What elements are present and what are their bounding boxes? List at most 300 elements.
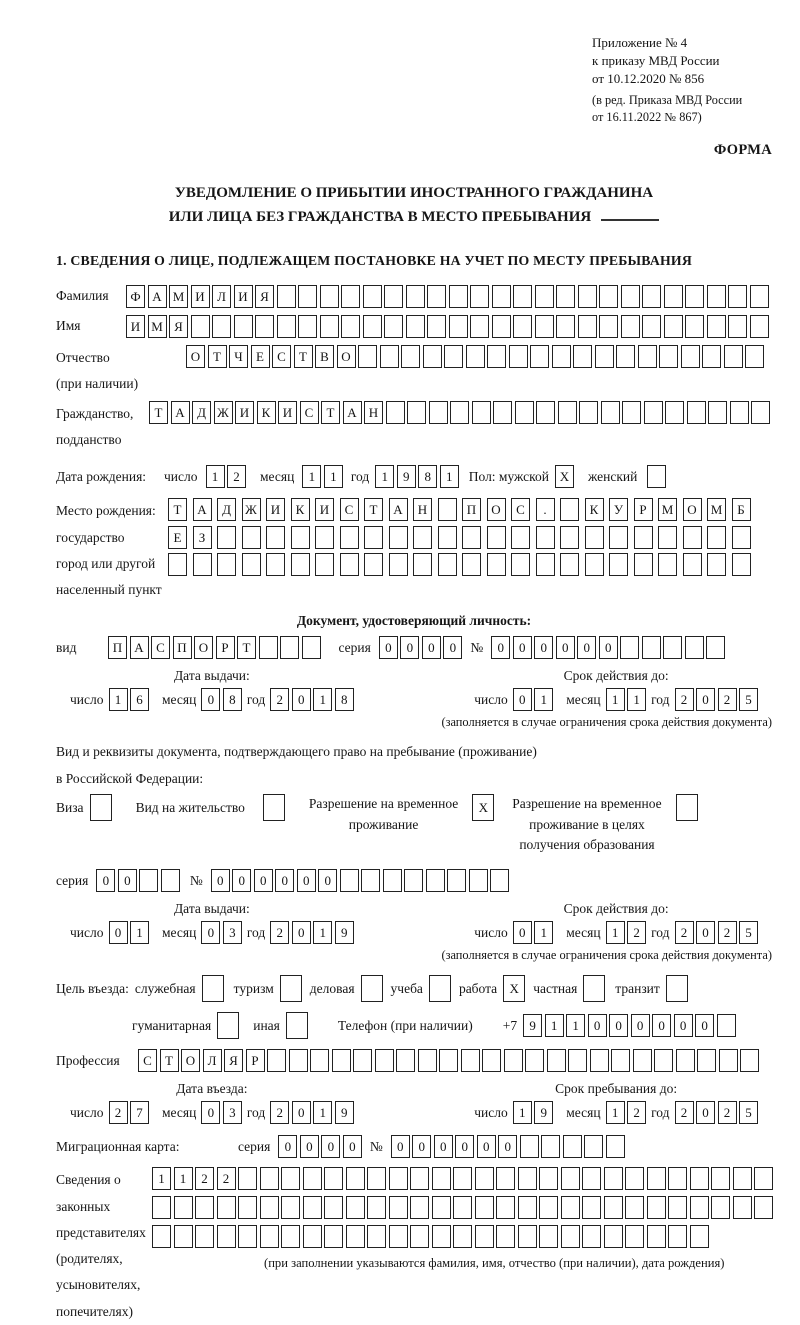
char-cell[interactable] <box>242 526 261 549</box>
char-cell[interactable] <box>732 553 751 576</box>
temp-residence-edu-checkbox[interactable] <box>676 794 698 821</box>
char-cell[interactable]: 1 <box>109 688 128 711</box>
char-cell[interactable] <box>668 1196 687 1219</box>
checkbox-box[interactable] <box>202 975 224 1002</box>
char-cell[interactable]: 1 <box>313 921 332 944</box>
char-cell[interactable] <box>665 401 684 424</box>
char-cell[interactable]: Т <box>160 1049 179 1072</box>
char-cell[interactable] <box>389 526 408 549</box>
char-cell[interactable] <box>324 1196 343 1219</box>
char-cell[interactable] <box>217 1225 236 1248</box>
char-cell[interactable]: 0 <box>577 636 596 659</box>
char-cell[interactable] <box>406 315 425 338</box>
char-cell[interactable] <box>364 526 383 549</box>
sex-male-checkbox[interactable] <box>555 465 574 488</box>
char-cell[interactable] <box>492 315 511 338</box>
char-cell[interactable] <box>625 1196 644 1219</box>
char-cell[interactable] <box>717 1014 736 1037</box>
char-cell[interactable] <box>633 1049 652 1072</box>
char-cell[interactable]: 0 <box>292 921 311 944</box>
char-cell[interactable] <box>751 401 770 424</box>
char-cell[interactable]: О <box>194 636 213 659</box>
char-cell[interactable] <box>174 1196 193 1219</box>
char-cell[interactable]: 1 <box>627 688 646 711</box>
char-cell[interactable] <box>707 526 726 549</box>
char-cell[interactable]: Т <box>168 498 187 521</box>
char-cell[interactable] <box>668 1225 687 1248</box>
birth-place-input-row2[interactable] <box>168 526 751 549</box>
char-cell[interactable] <box>413 526 432 549</box>
char-cell[interactable]: Т <box>149 401 168 424</box>
char-cell[interactable]: 1 <box>513 1101 532 1124</box>
char-cell[interactable]: 0 <box>513 688 532 711</box>
char-cell[interactable] <box>447 869 466 892</box>
char-cell[interactable] <box>681 345 700 368</box>
birth-place-input-row3[interactable] <box>168 553 751 576</box>
char-cell[interactable] <box>168 553 187 576</box>
char-cell[interactable] <box>426 869 445 892</box>
residence-number-input[interactable] <box>211 869 510 892</box>
char-cell[interactable] <box>341 315 360 338</box>
char-cell[interactable]: 0 <box>300 1135 319 1158</box>
char-cell[interactable] <box>560 526 579 549</box>
char-cell[interactable] <box>585 553 604 576</box>
char-cell[interactable] <box>410 1196 429 1219</box>
char-cell[interactable] <box>585 526 604 549</box>
char-cell[interactable] <box>259 636 278 659</box>
char-cell[interactable]: 0 <box>297 869 316 892</box>
char-cell[interactable]: 0 <box>201 1101 220 1124</box>
char-cell[interactable] <box>578 315 597 338</box>
checkbox-box[interactable]: X <box>503 975 525 1002</box>
char-cell[interactable] <box>401 345 420 368</box>
char-cell[interactable]: 0 <box>556 636 575 659</box>
char-cell[interactable] <box>324 1225 343 1248</box>
char-cell[interactable]: 9 <box>335 921 354 944</box>
char-cell[interactable] <box>530 345 549 368</box>
char-cell[interactable]: С <box>300 401 319 424</box>
char-cell[interactable]: 0 <box>412 1135 431 1158</box>
char-cell[interactable] <box>513 285 532 308</box>
char-cell[interactable]: 0 <box>455 1135 474 1158</box>
representatives-input-row1[interactable] <box>152 1167 773 1190</box>
char-cell[interactable]: 2 <box>675 688 694 711</box>
purpose-study-checkbox[interactable] <box>429 975 451 1002</box>
char-cell[interactable] <box>621 285 640 308</box>
char-cell[interactable] <box>386 401 405 424</box>
char-cell[interactable] <box>413 553 432 576</box>
char-cell[interactable]: А <box>193 498 212 521</box>
char-cell[interactable] <box>561 1167 580 1190</box>
checkbox-box[interactable] <box>286 1012 308 1039</box>
doc-issue-month-input[interactable] <box>201 688 242 711</box>
char-cell[interactable] <box>174 1225 193 1248</box>
char-cell[interactable] <box>728 285 747 308</box>
char-cell[interactable] <box>601 401 620 424</box>
char-cell[interactable] <box>647 1196 666 1219</box>
sex-female-checkbox[interactable] <box>647 465 666 488</box>
char-cell[interactable]: У <box>609 498 628 521</box>
char-cell[interactable] <box>427 285 446 308</box>
char-cell[interactable] <box>291 553 310 576</box>
char-cell[interactable] <box>745 345 764 368</box>
birth-year-input[interactable] <box>375 465 459 488</box>
char-cell[interactable]: М <box>169 285 188 308</box>
char-cell[interactable]: 1 <box>206 465 225 488</box>
char-cell[interactable]: 0 <box>498 1135 517 1158</box>
char-cell[interactable] <box>340 526 359 549</box>
char-cell[interactable]: 0 <box>443 636 462 659</box>
doc-kind-input[interactable] <box>108 636 321 659</box>
char-cell[interactable] <box>291 526 310 549</box>
char-cell[interactable] <box>470 315 489 338</box>
char-cell[interactable] <box>152 1196 171 1219</box>
char-cell[interactable] <box>238 1196 257 1219</box>
char-cell[interactable] <box>599 315 618 338</box>
char-cell[interactable] <box>324 1167 343 1190</box>
char-cell[interactable] <box>568 1049 587 1072</box>
char-cell[interactable]: 7 <box>130 1101 149 1124</box>
checkbox-box[interactable] <box>361 975 383 1002</box>
char-cell[interactable]: И <box>278 401 297 424</box>
char-cell[interactable]: 0 <box>211 869 230 892</box>
char-cell[interactable]: М <box>707 498 726 521</box>
char-cell[interactable]: 3 <box>223 1101 242 1124</box>
char-cell[interactable] <box>561 1196 580 1219</box>
char-cell[interactable] <box>638 345 657 368</box>
char-cell[interactable]: З <box>193 526 212 549</box>
char-cell[interactable]: П <box>462 498 481 521</box>
char-cell[interactable]: И <box>315 498 334 521</box>
char-cell[interactable]: 2 <box>270 688 289 711</box>
char-cell[interactable]: 0 <box>696 1101 715 1124</box>
char-cell[interactable] <box>599 285 618 308</box>
char-cell[interactable]: 1 <box>375 465 394 488</box>
char-cell[interactable]: 2 <box>627 921 646 944</box>
char-cell[interactable] <box>556 315 575 338</box>
char-cell[interactable] <box>625 1225 644 1248</box>
char-cell[interactable] <box>711 1167 730 1190</box>
char-cell[interactable] <box>659 345 678 368</box>
char-cell[interactable] <box>449 285 468 308</box>
char-cell[interactable] <box>238 1225 257 1248</box>
char-cell[interactable] <box>438 498 457 521</box>
char-cell[interactable]: 0 <box>292 1101 311 1124</box>
char-cell[interactable]: О <box>186 345 205 368</box>
char-cell[interactable] <box>161 869 180 892</box>
entry-month-input[interactable] <box>201 1101 242 1124</box>
checkbox-box[interactable]: X <box>472 794 494 821</box>
char-cell[interactable]: Н <box>413 498 432 521</box>
char-cell[interactable]: С <box>340 498 359 521</box>
char-cell[interactable] <box>625 1167 644 1190</box>
char-cell[interactable]: С <box>151 636 170 659</box>
char-cell[interactable] <box>277 285 296 308</box>
char-cell[interactable]: . <box>536 498 555 521</box>
char-cell[interactable] <box>513 315 532 338</box>
char-cell[interactable]: П <box>173 636 192 659</box>
char-cell[interactable] <box>535 285 554 308</box>
char-cell[interactable] <box>462 553 481 576</box>
char-cell[interactable] <box>556 285 575 308</box>
char-cell[interactable] <box>302 636 321 659</box>
char-cell[interactable]: 2 <box>627 1101 646 1124</box>
char-cell[interactable]: 1 <box>313 1101 332 1124</box>
char-cell[interactable] <box>438 553 457 576</box>
char-cell[interactable]: 1 <box>324 465 343 488</box>
char-cell[interactable] <box>690 1196 709 1219</box>
char-cell[interactable]: 2 <box>217 1167 236 1190</box>
doc-issue-year-input[interactable] <box>270 688 354 711</box>
char-cell[interactable] <box>367 1167 386 1190</box>
char-cell[interactable] <box>685 636 704 659</box>
char-cell[interactable] <box>609 526 628 549</box>
char-cell[interactable] <box>647 465 666 488</box>
char-cell[interactable]: 2 <box>227 465 246 488</box>
residence-permit-checkbox[interactable] <box>263 794 285 821</box>
char-cell[interactable] <box>621 315 640 338</box>
char-cell[interactable]: 1 <box>534 921 553 944</box>
char-cell[interactable]: 0 <box>278 1135 297 1158</box>
char-cell[interactable] <box>740 1049 759 1072</box>
char-cell[interactable] <box>432 1196 451 1219</box>
char-cell[interactable] <box>242 553 261 576</box>
char-cell[interactable]: 9 <box>523 1014 542 1037</box>
char-cell[interactable]: Ж <box>242 498 261 521</box>
char-cell[interactable] <box>453 1196 472 1219</box>
purpose-transit-checkbox[interactable] <box>666 975 688 1002</box>
char-cell[interactable]: А <box>389 498 408 521</box>
char-cell[interactable] <box>462 526 481 549</box>
char-cell[interactable] <box>217 553 236 576</box>
char-cell[interactable]: Я <box>224 1049 243 1072</box>
char-cell[interactable] <box>560 498 579 521</box>
checkbox-box[interactable] <box>90 794 112 821</box>
char-cell[interactable]: Н <box>364 401 383 424</box>
char-cell[interactable] <box>303 1196 322 1219</box>
char-cell[interactable] <box>139 869 158 892</box>
doc-valid-month-input[interactable] <box>606 688 647 711</box>
char-cell[interactable]: Л <box>203 1049 222 1072</box>
char-cell[interactable] <box>363 315 382 338</box>
char-cell[interactable] <box>733 1167 752 1190</box>
migration-series-input[interactable] <box>278 1135 362 1158</box>
char-cell[interactable] <box>504 1049 523 1072</box>
char-cell[interactable] <box>604 1167 623 1190</box>
char-cell[interactable] <box>418 1049 437 1072</box>
char-cell[interactable]: И <box>266 498 285 521</box>
char-cell[interactable]: П <box>108 636 127 659</box>
char-cell[interactable] <box>346 1167 365 1190</box>
char-cell[interactable]: 0 <box>588 1014 607 1037</box>
char-cell[interactable]: Я <box>255 285 274 308</box>
char-cell[interactable]: 2 <box>270 921 289 944</box>
char-cell[interactable] <box>383 869 402 892</box>
char-cell[interactable] <box>697 1049 716 1072</box>
char-cell[interactable]: 0 <box>609 1014 628 1037</box>
char-cell[interactable] <box>663 636 682 659</box>
char-cell[interactable] <box>255 315 274 338</box>
char-cell[interactable]: Т <box>321 401 340 424</box>
char-cell[interactable] <box>664 285 683 308</box>
char-cell[interactable]: Л <box>212 285 231 308</box>
char-cell[interactable] <box>423 345 442 368</box>
char-cell[interactable]: 0 <box>201 688 220 711</box>
char-cell[interactable] <box>260 1167 279 1190</box>
char-cell[interactable] <box>266 526 285 549</box>
char-cell[interactable] <box>389 553 408 576</box>
char-cell[interactable] <box>470 285 489 308</box>
char-cell[interactable] <box>466 345 485 368</box>
char-cell[interactable] <box>518 1196 537 1219</box>
char-cell[interactable] <box>711 1196 730 1219</box>
char-cell[interactable] <box>303 1225 322 1248</box>
char-cell[interactable]: Р <box>216 636 235 659</box>
char-cell[interactable] <box>277 315 296 338</box>
char-cell[interactable] <box>558 401 577 424</box>
char-cell[interactable] <box>384 315 403 338</box>
char-cell[interactable] <box>406 285 425 308</box>
char-cell[interactable] <box>432 1167 451 1190</box>
char-cell[interactable] <box>487 553 506 576</box>
char-cell[interactable]: Д <box>192 401 211 424</box>
char-cell[interactable] <box>453 1225 472 1248</box>
char-cell[interactable] <box>509 345 528 368</box>
char-cell[interactable]: 2 <box>718 688 737 711</box>
char-cell[interactable]: 2 <box>675 921 694 944</box>
char-cell[interactable] <box>622 401 641 424</box>
char-cell[interactable]: 0 <box>321 1135 340 1158</box>
patronymic-input[interactable] <box>186 345 764 368</box>
char-cell[interactable]: Ж <box>214 401 233 424</box>
char-cell[interactable] <box>453 1167 472 1190</box>
doc-series-input[interactable] <box>379 636 463 659</box>
char-cell[interactable] <box>389 1167 408 1190</box>
char-cell[interactable]: 6 <box>130 688 149 711</box>
char-cell[interactable] <box>685 315 704 338</box>
char-cell[interactable] <box>266 553 285 576</box>
char-cell[interactable] <box>375 1049 394 1072</box>
char-cell[interactable]: А <box>171 401 190 424</box>
char-cell[interactable]: 0 <box>400 636 419 659</box>
char-cell[interactable]: Т <box>237 636 256 659</box>
char-cell[interactable] <box>340 553 359 576</box>
char-cell[interactable] <box>404 869 423 892</box>
char-cell[interactable] <box>472 401 491 424</box>
char-cell[interactable] <box>616 345 635 368</box>
char-cell[interactable] <box>595 345 614 368</box>
temp-residence-checkbox[interactable] <box>472 794 494 821</box>
representatives-input-row2[interactable] <box>152 1196 773 1219</box>
doc-number-input[interactable] <box>491 636 725 659</box>
char-cell[interactable]: 1 <box>152 1167 171 1190</box>
checkbox-box[interactable] <box>429 975 451 1002</box>
char-cell[interactable] <box>552 345 571 368</box>
char-cell[interactable]: 0 <box>477 1135 496 1158</box>
char-cell[interactable] <box>642 285 661 308</box>
birth-place-input-row1[interactable] <box>168 498 751 521</box>
char-cell[interactable] <box>380 345 399 368</box>
char-cell[interactable]: 0 <box>275 869 294 892</box>
char-cell[interactable] <box>487 526 506 549</box>
char-cell[interactable]: Я <box>169 315 188 338</box>
char-cell[interactable] <box>439 1049 458 1072</box>
char-cell[interactable]: 0 <box>201 921 220 944</box>
char-cell[interactable]: В <box>315 345 334 368</box>
char-cell[interactable] <box>539 1225 558 1248</box>
char-cell[interactable]: 0 <box>109 921 128 944</box>
profession-input[interactable] <box>138 1049 759 1072</box>
char-cell[interactable]: 1 <box>130 921 149 944</box>
char-cell[interactable] <box>676 1049 695 1072</box>
char-cell[interactable] <box>719 1049 738 1072</box>
char-cell[interactable] <box>298 315 317 338</box>
char-cell[interactable] <box>620 636 639 659</box>
char-cell[interactable]: 0 <box>422 636 441 659</box>
char-cell[interactable] <box>754 1196 773 1219</box>
char-cell[interactable] <box>367 1196 386 1219</box>
char-cell[interactable] <box>234 315 253 338</box>
char-cell[interactable] <box>361 869 380 892</box>
char-cell[interactable] <box>536 526 555 549</box>
char-cell[interactable] <box>260 1196 279 1219</box>
char-cell[interactable] <box>511 553 530 576</box>
char-cell[interactable] <box>518 1167 537 1190</box>
char-cell[interactable] <box>511 526 530 549</box>
residence-issue-month-input[interactable] <box>201 921 242 944</box>
char-cell[interactable]: С <box>272 345 291 368</box>
char-cell[interactable]: 0 <box>491 636 510 659</box>
char-cell[interactable] <box>367 1225 386 1248</box>
char-cell[interactable] <box>732 526 751 549</box>
char-cell[interactable]: Д <box>217 498 236 521</box>
char-cell[interactable] <box>496 1225 515 1248</box>
char-cell[interactable] <box>320 315 339 338</box>
char-cell[interactable]: 0 <box>674 1014 693 1037</box>
char-cell[interactable] <box>707 285 726 308</box>
char-cell[interactable] <box>690 1167 709 1190</box>
phone-input[interactable] <box>523 1014 736 1037</box>
char-cell[interactable]: 8 <box>335 688 354 711</box>
char-cell[interactable]: 9 <box>335 1101 354 1124</box>
char-cell[interactable] <box>647 1167 666 1190</box>
char-cell[interactable] <box>482 1049 501 1072</box>
char-cell[interactable]: 2 <box>718 1101 737 1124</box>
char-cell[interactable]: С <box>138 1049 157 1072</box>
char-cell[interactable]: 8 <box>418 465 437 488</box>
char-cell[interactable]: О <box>337 345 356 368</box>
char-cell[interactable]: 9 <box>534 1101 553 1124</box>
char-cell[interactable]: 0 <box>696 921 715 944</box>
char-cell[interactable]: Р <box>634 498 653 521</box>
char-cell[interactable]: 1 <box>606 921 625 944</box>
char-cell[interactable] <box>541 1135 560 1158</box>
visa-checkbox[interactable] <box>90 794 112 821</box>
char-cell[interactable] <box>353 1049 372 1072</box>
char-cell[interactable] <box>582 1196 601 1219</box>
char-cell[interactable]: 0 <box>695 1014 714 1037</box>
char-cell[interactable] <box>346 1196 365 1219</box>
char-cell[interactable]: Т <box>294 345 313 368</box>
char-cell[interactable]: 0 <box>292 688 311 711</box>
char-cell[interactable] <box>496 1167 515 1190</box>
char-cell[interactable] <box>539 1196 558 1219</box>
char-cell[interactable] <box>193 553 212 576</box>
char-cell[interactable] <box>384 285 403 308</box>
char-cell[interactable] <box>407 401 426 424</box>
char-cell[interactable] <box>604 1225 623 1248</box>
char-cell[interactable] <box>702 345 721 368</box>
